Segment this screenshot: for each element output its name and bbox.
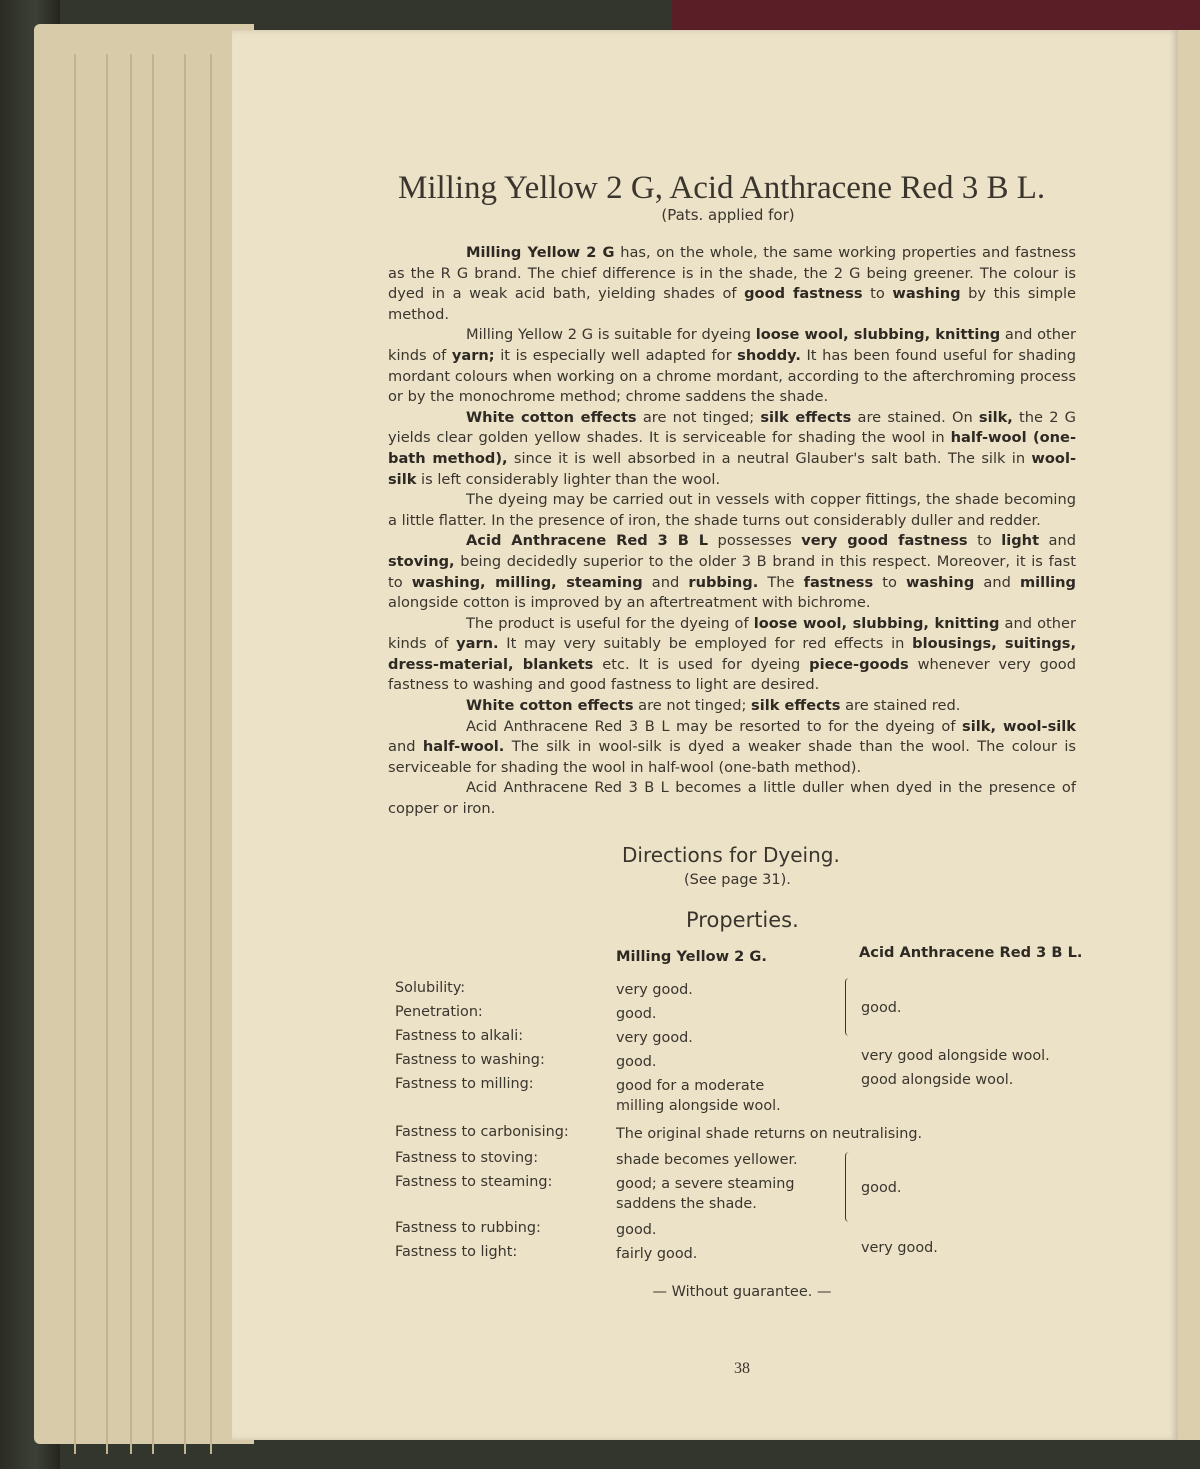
property-label: Fastness to alkali:	[395, 1028, 524, 1044]
red-value: very good.	[861, 1240, 938, 1256]
bold-term: fastness	[803, 573, 874, 591]
property-label: Fastness to washing:	[395, 1052, 545, 1068]
yellow-value: fairly good.	[616, 1246, 698, 1262]
bold-term: White cotton effects	[466, 408, 637, 426]
paragraph	[388, 531, 1076, 613]
cover-red-band	[672, 0, 1200, 30]
text-run: and	[388, 738, 423, 756]
text-run: are stained red.	[840, 697, 961, 715]
page-edge-line	[210, 54, 212, 1454]
text-run: alongside cotton is improved by an aftertreatment with bichrome.	[388, 594, 871, 612]
text-run: the 2 G yields clear golden yellow shades. It is serviceable for shading the wool in	[388, 408, 1076, 447]
bold-term: silk,	[978, 408, 1013, 426]
red-value: good alongside wool.	[861, 1072, 1014, 1088]
directions-heading: Directions for Dyeing.	[622, 843, 840, 867]
bold-term: very good fastness	[801, 532, 968, 550]
bold-term: Acid Anthracene Red 3 B L	[466, 532, 709, 550]
red-value: good.	[861, 1000, 902, 1016]
bold-term: loose wool, slubbing, knitting	[753, 614, 1000, 632]
yellow-value: good.	[616, 1006, 657, 1022]
text-run: it is especially well adapted for	[494, 346, 738, 364]
paragraph	[388, 243, 1076, 325]
text-run: and	[974, 573, 1020, 591]
bold-term: Milling Yellow 2 G	[466, 244, 615, 261]
text-run: possesses	[708, 532, 802, 550]
bold-term: White cotton effects	[466, 697, 634, 715]
text-run: etc. It is used for dyeing	[593, 655, 810, 673]
paragraph	[388, 717, 1076, 779]
text-run: and	[1039, 532, 1076, 550]
facing-page-edge	[1178, 30, 1200, 1440]
bold-term: silk, wool-silk	[962, 717, 1076, 735]
text-run: to	[967, 532, 1002, 550]
bold-term: light	[1001, 532, 1040, 550]
directions-note: (See page 31).	[684, 872, 791, 888]
bold-term: piece-goods	[809, 655, 909, 673]
paragraph	[388, 408, 1076, 490]
text-run: to	[873, 573, 907, 591]
page-edge-line	[184, 54, 186, 1454]
bracket-group-1	[845, 978, 856, 1036]
red-value: good.	[861, 1180, 902, 1196]
paragraph	[388, 614, 1076, 696]
column-header-yellow: Milling Yellow 2 G.	[616, 948, 767, 965]
paragraph	[388, 696, 1076, 717]
bold-term: silk effects	[751, 697, 841, 715]
yellow-value: The original shade returns on neutralising.	[616, 1126, 923, 1142]
bold-term: loose wool, slubbing, knitting	[755, 326, 1001, 344]
body-text	[388, 243, 1076, 820]
bold-term: yarn;	[451, 346, 495, 364]
text-run: since it is well absorbed in a neutral Glauber's salt bath. The silk in	[507, 449, 1032, 467]
property-label: Solubility:	[395, 980, 466, 996]
text-run: Milling Yellow 2 G is suitable for dyeing	[466, 326, 756, 344]
paragraph	[388, 778, 1076, 819]
page-edge-line	[106, 54, 108, 1454]
bracket-group-2	[845, 1152, 856, 1222]
text-run: The product is useful for the dyeing of	[466, 614, 754, 632]
column-header-red: Acid Anthracene Red 3 B L.	[859, 944, 1083, 961]
yellow-value: good.	[616, 1222, 657, 1238]
text-run: and other kinds of	[388, 614, 1076, 653]
page-edge-line	[152, 54, 154, 1454]
bold-term: washing	[892, 285, 961, 303]
property-label: Fastness to light:	[395, 1244, 518, 1260]
paragraph	[388, 490, 1076, 531]
bold-term: washing, milling, steaming	[411, 573, 643, 591]
text-run: by this simple method.	[388, 285, 1076, 323]
text-run: It may very suitably be employed for red effects in	[498, 635, 913, 653]
text-run: being decidedly superior to the older 3 B brand in this respect. Moreover, it is fast to	[388, 552, 1076, 591]
text-run: It has been found useful for shading mordant colours when working on a chrome mordant, according to the afterchroming process or by the monochrome method; chrome saddens the shade.	[388, 346, 1077, 406]
bold-term: half-wool (one-bath method),	[388, 429, 1077, 467]
page-edge-line	[130, 54, 132, 1454]
yellow-value: very good.	[616, 982, 693, 998]
text-run: are not tinged;	[633, 697, 752, 715]
yellow-value: shade becomes yellower.	[616, 1152, 798, 1168]
text-run: are stained. On	[851, 408, 979, 426]
bold-term: milling	[1019, 573, 1076, 591]
bold-term: wool-silk	[388, 449, 1076, 488]
text-run: The	[758, 573, 804, 591]
text-run: to	[862, 285, 893, 303]
page-edges	[34, 24, 254, 1444]
property-label: Fastness to rubbing:	[395, 1220, 541, 1236]
text-run: and other kinds of	[388, 326, 1076, 364]
bold-term: half-wool.	[422, 738, 505, 756]
bold-term: good fastness	[744, 285, 863, 303]
property-label: Fastness to milling:	[395, 1076, 534, 1092]
properties-heading: Properties.	[686, 908, 799, 932]
footer-note: — Without guarantee. —	[652, 1284, 832, 1300]
property-label: Fastness to carbonising:	[395, 1124, 569, 1140]
text-run: and	[642, 573, 689, 591]
text-run: The silk in wool-silk is dyed a weaker shade than the wool. The colour is serviceable for shading the wool in half-wool (one-bath method).	[388, 738, 1076, 776]
yellow-value: good; a severe steaming saddens the shade.	[616, 1176, 795, 1212]
page-title: Milling Yellow 2 G, Acid Anthracene Red 3 B L.	[398, 170, 1046, 206]
text-run: Acid Anthracene Red 3 B L becomes a little duller when dyed in the presence of copper or iron.	[388, 779, 1076, 818]
bold-term: shoddy.	[737, 346, 801, 364]
page-edge-line	[74, 54, 76, 1454]
bold-term: washing	[906, 573, 975, 591]
yellow-value: very good.	[616, 1030, 693, 1046]
property-label: Fastness to steaming:	[395, 1174, 553, 1190]
text-run: is left considerably lighter than the wool.	[416, 470, 721, 488]
text-run: The dyeing may be carried out in vessels with copper fittings, the shade becoming a little flatter. In the presence of iron, the shade turns out considerably duller and redder.	[388, 491, 1076, 529]
page-subtitle: (Pats. applied for)	[661, 206, 795, 224]
text-run: whenever very good fastness to washing and good fastness to light are desired.	[388, 655, 1076, 694]
red-value: very good alongside wool.	[861, 1048, 1050, 1064]
yellow-value: good.	[616, 1054, 657, 1070]
text-run: has, on the whole, the same working properties and fastness as the R G brand. The chief difference is in the shade, the 2 G being greener. The colour is dyed in a weak acid bath, yielding shades of	[388, 244, 1076, 303]
property-label: Penetration:	[395, 1004, 483, 1020]
bold-term: rubbing.	[688, 573, 759, 591]
bold-term: silk effects	[760, 408, 852, 426]
property-label: Fastness to stoving:	[395, 1150, 539, 1166]
bold-term: stoving,	[388, 552, 455, 570]
page-number: 38	[734, 1360, 750, 1377]
text-run: are not tinged;	[636, 408, 761, 426]
bold-term: blousings, suitings, dress-material, blankets	[388, 635, 1077, 673]
bold-term: yarn.	[456, 635, 499, 653]
yellow-value: good for a moderate milling alongside wool.	[616, 1078, 781, 1114]
text-run: Acid Anthracene Red 3 B L may be resorted to for the dyeing of	[466, 717, 963, 735]
paragraph	[388, 325, 1076, 407]
